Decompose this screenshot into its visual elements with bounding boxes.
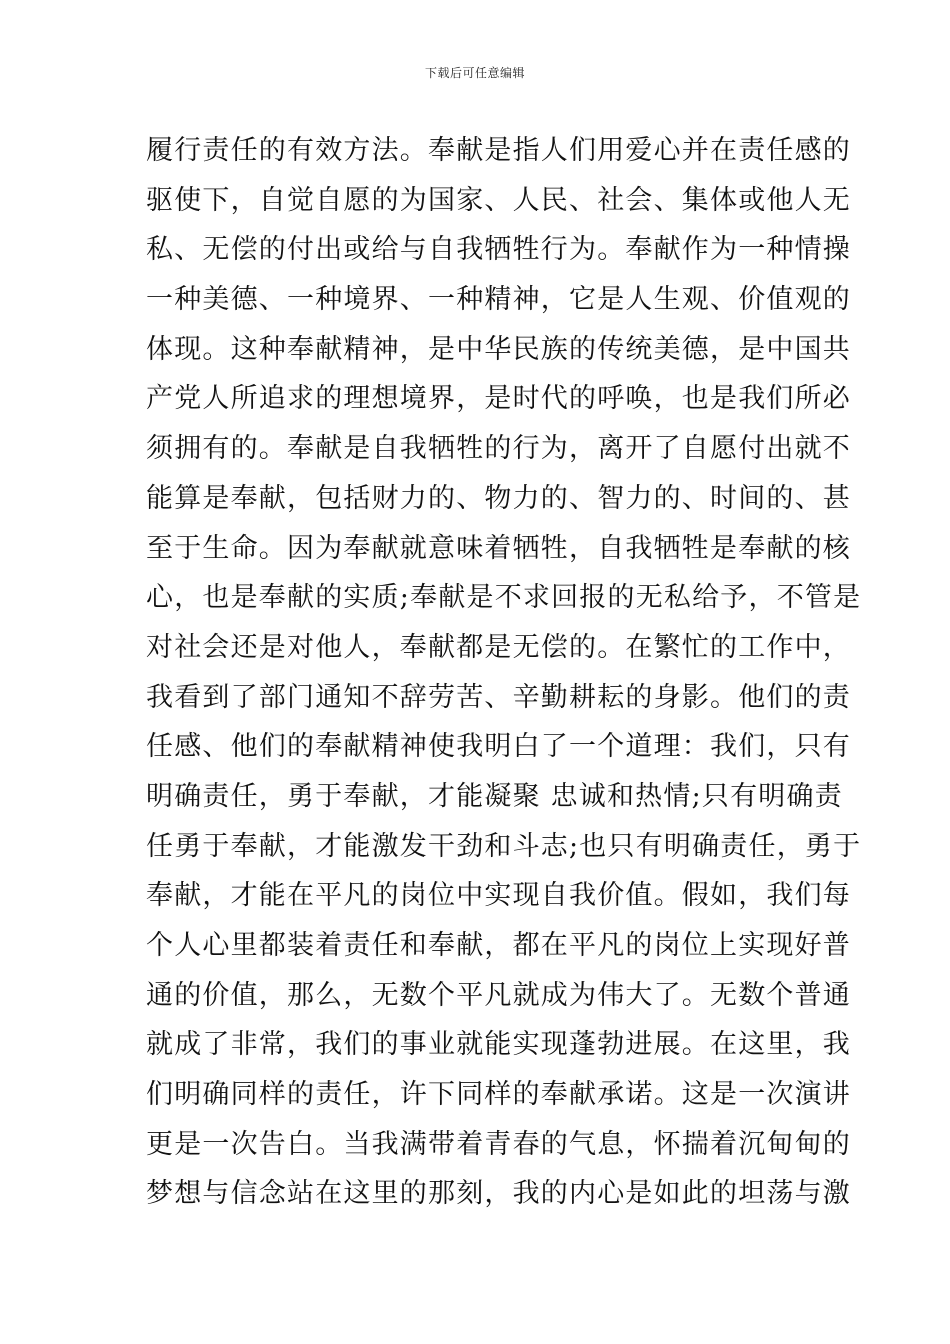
text-line: 个人心里都装着责任和奉献，都在平凡的岗位上实现好普 — [146, 930, 851, 961]
text-line: 任感、他们的奉献精神使我明白了一个道理：我们，只有 — [146, 731, 851, 763]
text-line: 我看到了部门通知不辞劳苦、辛勤耕耘的身影。他们的责 — [146, 681, 851, 713]
text-line: 能算是奉献，包括财力的、物力的、智力的、时间的、甚 — [146, 482, 851, 514]
text-line: 履行责任的有效方法。奉献是指人们用爱心并在责任感的 — [146, 135, 851, 166]
text-line: 产党人所追求的理想境界，是时代的呼唤，也是我们所必 — [146, 383, 851, 415]
text-line: 至于生命。因为奉献就意味着牺牲，自我牺牲是奉献的核 — [146, 532, 851, 564]
page-header: 下载后可任意编辑 — [424, 66, 525, 80]
text-line: 更是一次告白。当我满带着青春的气息，怀揣着沉甸甸的 — [146, 1128, 851, 1160]
text-line: 就成了非常，我们的事业就能实现蓬勃进展。在这里，我 — [146, 1029, 851, 1061]
text-line: 对社会还是对他人，奉献都是无偿的。在繁忙的工作中， — [146, 631, 851, 663]
text-line: 私、无偿的付出或给与自我牺牲行为。奉献作为一种情操 — [146, 234, 851, 266]
text-line: 体现。这种奉献精神，是中华民族的传统美德，是中国共 — [146, 333, 851, 365]
text-line: 任勇于奉献，才能激发干劲和斗志;也只有明确责任，勇于 — [146, 830, 862, 862]
body-text — [146, 126, 862, 1219]
text-line: 们明确同样的责任，许下同样的奉献承诺。这是一次演讲 — [146, 1079, 851, 1111]
text-line: 一种美德、一种境界、一种精神，它是人生观、价值观的 — [146, 284, 851, 316]
text-line: 奉献，才能在平凡的岗位中实现自我价值。假如，我们每 — [146, 880, 851, 912]
text-line: 通的价值，那么，无数个平凡就成为伟大了。无数个普通 — [146, 979, 851, 1011]
text-line: 驱使下，自觉自愿的为国家、人民、社会、集体或他人无 — [146, 184, 851, 216]
text-line: 心，也是奉献的实质;奉献是不求回报的无私给予，不管是 — [146, 582, 862, 614]
text-line: 须拥有的。奉献是自我牺牲的行为，离开了自愿付出就不 — [146, 433, 851, 465]
text-line: 明确责任，勇于奉献，才能凝聚 忠诚和热情;只有明确责 — [146, 780, 843, 812]
text-line: 梦想与信念站在这里的那刻，我的内心是如此的坦荡与激 — [146, 1178, 851, 1210]
